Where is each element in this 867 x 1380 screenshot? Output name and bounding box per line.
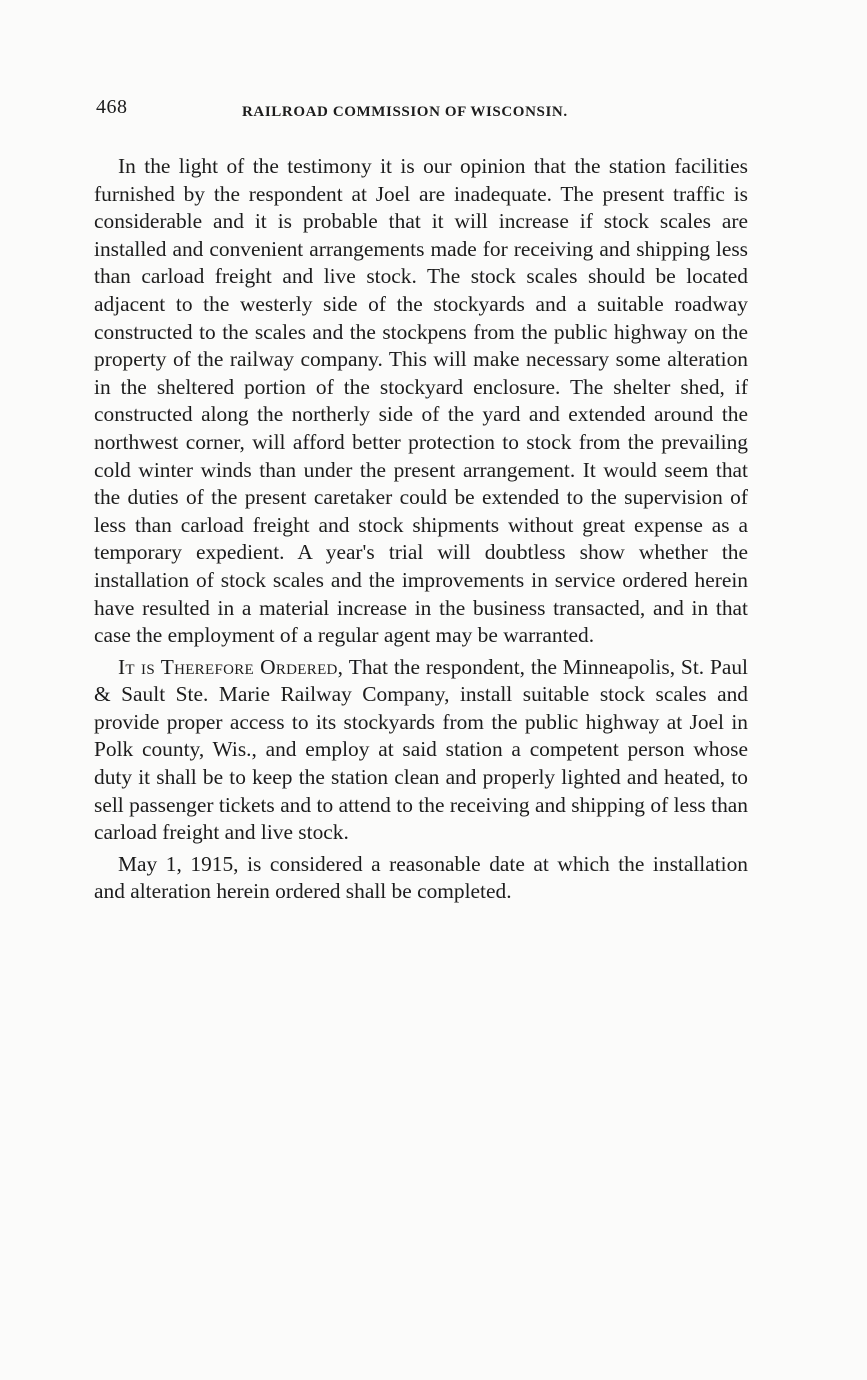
paragraph-text: May 1, 1915, is considered a reasonable date at which the installation and alteration herein ordered shall be completed. (94, 851, 748, 904)
paragraph-text: That the respondent, the Minneapolis, St. Paul & Sault Ste. Marie Railway Company, install suitable stock scales and provide proper access to its stockyards from the public highway at Joel in Polk county, Wis., and employ at said station a competent person whose duty it shall be to keep the station clean and properly lighted and heated, to sell passenger tickets and to attend to the receiving and shipping of less than carload freight and live stock. (94, 654, 748, 845)
order-lead-in: It is Therefore Ordered, (118, 654, 344, 679)
paragraph-order (94, 654, 748, 847)
paragraph-opinion (94, 153, 748, 650)
page-number: 468 (96, 96, 128, 118)
paragraph-completion-date (94, 851, 748, 906)
body-text (94, 153, 748, 910)
running-title: RAILROAD COMMISSION OF WISCONSIN. (242, 104, 568, 120)
running-header (96, 96, 756, 124)
paragraph-text: In the light of the testimony it is our opinion that the station facilities furnished by the respondent at Joel are inadequate. The present traffic is considerable and it is probable that it will increase if stock scales are installed and convenient arrangements made for receiving and shipping less than carload freight and live stock. The stock scales should be located adjacent to the westerly side of the stockyards and a suitable roadway constructed to the scales and the stockpens from the public highway on the property of the railway company. This will make necessary some alteration in the sheltered portion of the stockyard enclosure. The shelter shed, if constructed along the northerly side of the yard and extended around the northwest corner, will afford better protection to stock from the prevailing cold winter winds than under the present arrangement. It would seem that the duties of the present caretaker could be extended to the supervision of less than carload freight and stock shipments without great expense as a temporary expedient. A year's trial will doubtless show whether the installation of stock scales and the improvements in service ordered herein have resulted in a material increase in the business transacted, and in that case the employment of a regular agent may be warranted. (94, 154, 748, 648)
